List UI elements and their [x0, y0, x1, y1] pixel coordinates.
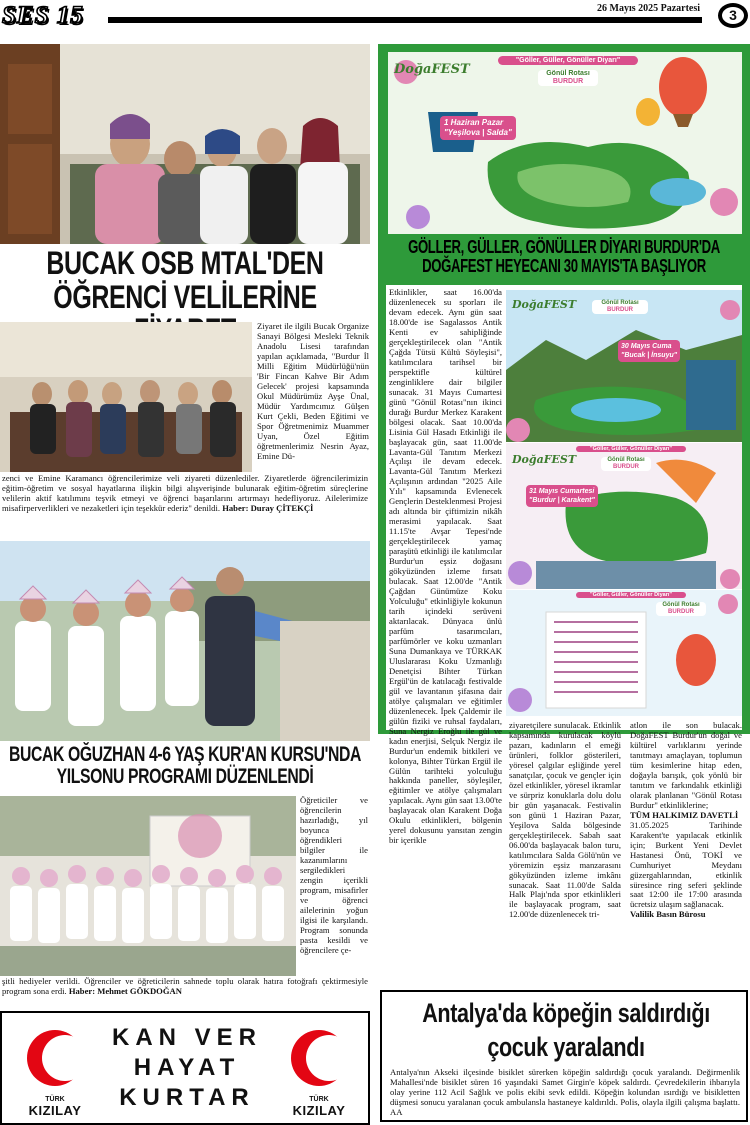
dogafest-poster-karakent — [506, 443, 742, 589]
living-room-photo — [0, 322, 252, 472]
kuran-stage-photo — [0, 796, 296, 976]
crescent-icon — [288, 1027, 350, 1089]
kuran-body-full — [2, 977, 368, 997]
poster3-place: "Burdur | Karakent" — [529, 497, 595, 504]
kuran-body-text: şitli hediyeler verildi. Öğrenciler ve öğreticilerin sahnede toplu olarak hatıra fotoğrafı çektirmesiyle program sona erdi. — [2, 976, 368, 996]
poster2-date: 30 Mayıs Cuma — [621, 343, 672, 350]
poster3-route — [601, 457, 651, 471]
kuran-headline — [9, 744, 362, 788]
masthead-rule — [108, 17, 702, 23]
osb-body-text: zenci ve Emine Karamancı öğrencilerimize veli ziyareti düzenlediler. Ziyaretlerde öğrencilerimizin eğitim-öğretim ve sosyal hayatlarına ilişkin bilgi alışverişinde bulunarak eğitim-öğretim süreçlerine velilerin aktif katılımını teşvik etmeyi ve öğrenci başarılarını artırmayı hedefliyoruz. Ailelerimize misafirperverlikleri ve nezaketleri için teşekkür ederiz" denildi. — [2, 473, 368, 513]
poster1-route-title: Gönül Rotası — [546, 70, 590, 77]
kizilay-brand-top-left: TÜRK — [45, 1096, 65, 1103]
kizilay-logo-left — [16, 1027, 94, 1117]
poster1-route-sub: BURDUR — [552, 78, 584, 85]
kizilay-brand-left: KIZILAY — [28, 1103, 82, 1118]
poster2-logo: DoğaFEST — [512, 298, 577, 311]
kizilay-ad — [0, 1011, 370, 1125]
poster1-logo: DoğaFEST — [394, 62, 470, 77]
dogafest-poster-program — [506, 590, 742, 716]
dogafest-headline-line2: DOĞAFEST HEYECANI 30 MAYIS'TA BAŞLIYOR — [422, 255, 706, 276]
osb-body-wrap: Ziyaret ile ilgili Bucak Organize Sanayi Bölgesi Mesleki Teknik Anadolu Lisesi tarafından yapılan açıklamada, "Burdur İl Milli Eğitim Müdürlüğü'nün 'Bir Fincan Kahve Bir Adım Gelecek' projesi kapsamında Okul Müdürümüz Ayşe Ünal, Müdür Yardımcımız Gülşen Kurt Çekli, Beden Eğitimi ve Spor Öğretmenimiz Muammer Uyan, Özel Eğitim öğretmenlerimiz Nesrin Ayaz, Emine Dü- — [257, 321, 369, 461]
poster3-date: 31 Mayıs Cumartesi — [529, 488, 595, 495]
antalya-box — [380, 990, 748, 1122]
slogan-line3: KURTAR — [119, 1084, 255, 1111]
poster1-place: "Yeşilova | Salda" — [444, 128, 512, 137]
masthead-name: SES 15 — [2, 2, 84, 29]
poster3-ribbon: "Göller, Güller, Gönüller Diyarı" — [576, 446, 686, 452]
kizilay-brand-right: KIZILAY — [292, 1103, 346, 1118]
poster1-route — [538, 70, 598, 86]
page-number — [718, 3, 748, 28]
slogan-line2: HAYAT — [133, 1054, 241, 1081]
poster3-route-sub: BURDUR — [613, 464, 639, 470]
poster1-date: 1 Haziran Pazar — [444, 118, 504, 127]
masthead-date: 26 Mayıs 2025 Pazartesi — [594, 3, 703, 14]
poster2-place: "Bucak | İnsuyu" — [621, 352, 678, 359]
dogafest-col1: Etkinlikler, saat 16.00'da düzenlenecek su sporları ile devam edecek. Aynı gün saat 18.00'de ise Sagalassos Antik Kenti ev sahipliğinde gerçekleştirilecek olan "Antik Çağda Tütsü Kültü Söyleşisi", katılımcılara tarihsel bir perspektifle kültürel zenginliklere dair bilgiler sunacak. 31 Mayıs Cumartesi günü "Gönül Rotası"nın ikinci durağı Burdur Merkez Karakent bölgesi olacak. Saat 10.00'da Lisinia Gül Hasadı Etkinliği ile başlayacak gün, saat 11.00'de Lavanta-Gül Tanıtım Merkezi Açılışı ile devam edecek. Lavanta-Gül Tanıtım Merkezi Açılışının ardından "2025 Aile Yılı" kapsamında Evlenecek Gençlerin Desteklenmesi Projesi adı altında bir çiftimizin nikâh merasimi yapılacak. Saat 11.15'te Avşar Tepesi'nde gerçekleştirilecek yamaç paraşütü etkinliği ile katılımcılar Burdur'un eşsiz doğasını gökyüzünden izleme fırsatı bulacak. Saat 12.00'de "Antik Çağdan Günümüze Koku Yolculuğu" etkinliğiyle kokunun tarih içindeki serüveni aktarılacak. Dünyaca ünlü parfüm tasarımcıları, parfümörler ve koku uzmanları Suna Dumankaya ve TÜRKAK Uluslararası Koku Uzmanlığı Denetçisi Bihter Türkan Ergül'ün de katılacağı festivalde gül ve lavantanın şifasına dair atölye çalışmaları ve eğitimler düzenlenecek. İpek Çaldemir ile gülün fiziki ve ruhsal faydaları, Suna Nergiz Eroğlu ile gül ve kadın enerjisi, Selçuk Nergiz ile Burdur'un endemik bitkileri ve kolonya, Bihter Türkan Ergül ile Gülün tarihteki yolculuğu hakkında paneller, söyleşiler, eğitimler ve atölye çalışmaları yapılacak. Aynı gün saat 13.00'te başlayacak olan Karakent Doğa Okulu etkinlikleri, bölgenin yerel dokusunu yansıtan zengin bir içerikle — [389, 287, 502, 846]
poster2-route-title: Gönül Rotası — [601, 300, 639, 306]
poster2-route-sub: BURDUR — [607, 307, 633, 313]
kuran-body-wrap: Öğreticiler ve öğrencilerin hazırladığı, yıl boyunca öğrendikleri bilgiler ile kazanımlarını sergiledikleri zengin içerikli program, misafirler ve öğrenci ailelerinin yoğun ilgisi ile karşılandı. Program sonunda pasta kesildi ve öğrencilere çe- — [300, 795, 368, 955]
poster3-date-tag — [526, 485, 598, 507]
poster2-date-tag — [618, 340, 680, 362]
antalya-headline-line1: Antalya'da köpeğin saldırdığı — [422, 998, 710, 1028]
poster3-logo: DoğaFEST — [512, 453, 577, 466]
masthead — [0, 0, 750, 30]
poster4-route-title: Gönül Rotası — [662, 602, 700, 608]
kuran-byline: Haber: Mehmet GÖKDOĞAN — [68, 985, 182, 996]
page-number-text: 3 — [729, 7, 737, 23]
dogafest-byline: Valilik Basın Bürosu — [630, 909, 706, 920]
dogafest-davet-heading: TÜM HALKIMIZ DAVETLİ — [630, 809, 739, 820]
antalya-headline-line2: çocuk yaralandı — [487, 1032, 645, 1062]
osb-headline-line2: ÖĞRENCİ VELİLERİNE — [53, 278, 317, 315]
dogafest-poster-salda — [388, 52, 742, 234]
poster1-ribbon: "Göller, Güller, Gönüller Diyarı" — [498, 56, 638, 65]
antalya-body: Antalya'nın Akseki ilçesinde bisiklet sürerken köpeğin saldırdığı çocuk yaralandı. Değirmenlik Mahallesi'nde bisiklet süren 16 yaşındaki Samet Girgin'e köpek saldırdı. Çevredekilerin ihbarıyla olay yerine 112 Acil Sağlık ve polis ekibi sevk edildi. Köpeğin kolundan ısırdığı ve bisikletten düşmesi sonucu yaralanan çocuk ambulansla hastaneye kaldırıldı. Polis, olayla ilgili çalışma başlattı. AA — [390, 1067, 740, 1117]
kizilay-logo-right — [280, 1027, 358, 1117]
poster1-date-tag — [440, 116, 516, 140]
dogafest-col3b: 31.05.2025 Tarihinde Karakent'te yapılacak etkinlik için; Burkent Yeni Devlet Hastanesi Önü, TOKİ ve Cumhuriyet Meydanı güzergahlarından, etkinlik süresince ring seferi şeklinde saat 12:00 ile 17:00 arasında ücretsiz ulaşım sağlanacak. — [630, 819, 742, 910]
osb-body-full — [2, 474, 368, 514]
dogafest-poster-bucak — [506, 290, 742, 442]
kizilay-slogan — [112, 1023, 262, 1113]
poster4-route — [656, 602, 706, 616]
dogafest-col3a: atlon ile son bulacak. DoğaFEST Burdur'un doğal ve kültürel varlıklarını yerinde tanıtmayı amaçlayan, toplumun tüm kesimlerine hitap eden, doğayla barışık, çok yönlü bir tanıtım ve farkındalık etkinliği olarak planlanan "Gönül Rotası Burdur" etkinliklerine; — [630, 720, 742, 810]
poster4-ribbon: "Göller, Güller, Gönüller Diyarı" — [576, 592, 686, 598]
poster2-route — [592, 300, 648, 314]
dogafest-headline — [392, 238, 737, 276]
family-visit-photo — [0, 44, 370, 244]
dogafest-col2: ziyaretçilere sunulacak. Etkinlik kapsamında kurulacak köylü pazarı, kadınların el emeği ürünleri, folklor gösterileri, yöresel çalgılar eşliğinde yerel sanatçılar, çocuk ve gençler için özel etkinlikler, yöresel ikramlar ve sürpriz konuklarla dolu dolu bir gün yaşanacak. Festivalin son günü 1 Haziran Pazar, Yeşilova Salda bölgesinde gerçekleştirilecek. Sabah saat 06.00'da başlayacak balon turu, katılımcılara Salda Gölü'nün ve yöremizin eşsiz manzarasını gökyüzünden izleme imkânı sunacak. Saat 11.00'de Salda Halk Plajı'nda spor etkinlikleri ile başlayacak program, saat 12.00'de düzenlenecek tri- — [509, 720, 621, 920]
kuran-headline-line1: BUCAK OĞUZHAN 4-6 YAŞ KUR'AN KURSU'NDA — [8, 743, 362, 766]
kuran-headline-line2: YILSONU PROGRAMI DÜZENLENDİ — [56, 765, 314, 789]
antalya-headline — [390, 996, 742, 1064]
osb-headline-line1: BUCAK OSB MTAL'DEN — [46, 245, 324, 281]
poster3-route-title: Gönül Rotası — [607, 457, 645, 463]
poster4-route-sub: BURDUR — [668, 609, 694, 615]
dogafest-col3 — [630, 721, 742, 920]
osb-byline: Haber: Duray ÇİTEKÇİ — [222, 502, 314, 513]
kizilay-brand-top-right: TÜRK — [309, 1096, 329, 1103]
kuran-ceremony-photo — [0, 541, 370, 741]
crescent-icon — [24, 1027, 86, 1089]
dogafest-headline-line1: GÖLLER, GÜLLER, GÖNÜLLER DİYARI BURDUR'DA — [408, 237, 720, 257]
slogan-line1: KAN VER — [112, 1024, 263, 1051]
